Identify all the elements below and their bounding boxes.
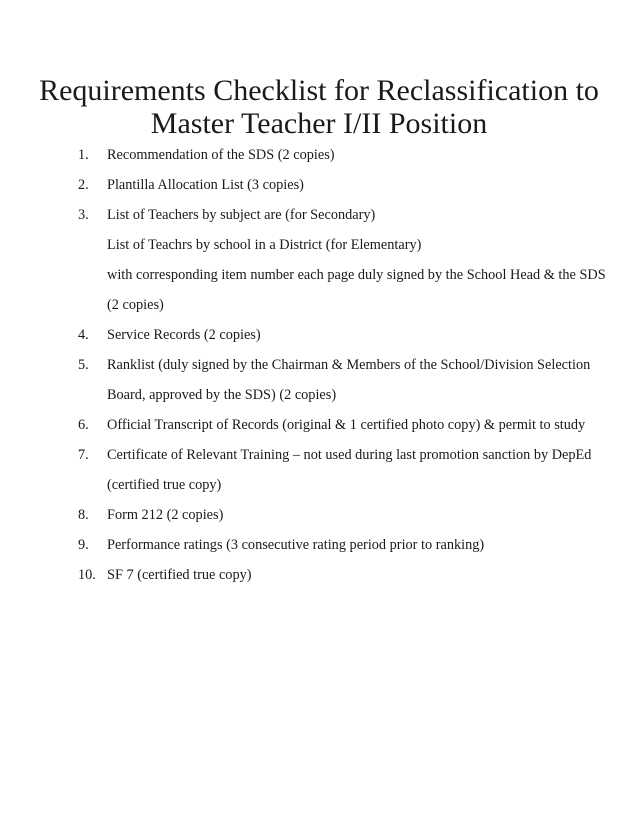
item-number: 4. — [78, 327, 89, 343]
item-number: 6. — [78, 417, 89, 433]
item-number: 3. — [78, 207, 89, 223]
item-text: (2 copies) — [107, 297, 164, 313]
item-text: Plantilla Allocation List (3 copies) — [107, 177, 304, 193]
item-text: List of Teachrs by school in a District (for Elementary) — [107, 237, 422, 253]
item-text: Form 212 (2 copies) — [107, 507, 224, 523]
list-item — [78, 560, 598, 590]
item-number: 7. — [78, 447, 89, 463]
requirements-list — [78, 140, 606, 590]
item-text: with corresponding item number each page duly signed by the School Head & the SDS — [107, 267, 606, 283]
title-line-1: Requirements Checklist for Reclassification to — [39, 74, 599, 107]
list-item — [78, 350, 598, 380]
list-item-continuation — [78, 380, 598, 410]
item-number: 2. — [78, 177, 89, 193]
list-item — [78, 530, 598, 560]
item-text: Official Transcript of Records (original & 1 certified photo copy) & permit to study — [107, 417, 586, 433]
item-text: Recommendation of the SDS (2 copies) — [107, 147, 335, 163]
item-text: Ranklist (duly signed by the Chairman & Members of the School/Division Selection — [107, 357, 591, 373]
list-item-continuation — [78, 470, 598, 500]
title-line-2: Master Teacher I/II Position — [150, 107, 488, 140]
item-text: (certified true copy) — [107, 477, 222, 493]
list-item — [78, 320, 598, 350]
list-item — [78, 500, 598, 530]
item-text: Board, approved by the SDS) (2 copies) — [107, 387, 337, 403]
item-text: List of Teachers by subject are (for Secondary) — [107, 207, 376, 223]
item-number: 1. — [78, 147, 89, 163]
item-number: 9. — [78, 537, 89, 553]
document-title — [0, 74, 638, 140]
list-item-continuation — [78, 230, 598, 260]
item-number: 5. — [78, 357, 89, 373]
item-number: 8. — [78, 507, 89, 523]
item-text: Performance ratings (3 consecutive rating period prior to ranking) — [107, 537, 485, 553]
item-text: SF 7 (certified true copy) — [107, 567, 252, 583]
list-item — [78, 170, 598, 200]
list-item-continuation — [78, 290, 598, 320]
list-item — [78, 140, 598, 170]
item-text: Service Records (2 copies) — [107, 327, 261, 343]
list-item — [78, 410, 598, 440]
item-text: Certificate of Relevant Training – not used during last promotion sanction by DepEd — [107, 447, 592, 463]
list-item-continuation — [78, 260, 606, 290]
item-number: 10. — [78, 567, 96, 583]
list-item — [78, 200, 598, 230]
list-item — [78, 440, 598, 470]
